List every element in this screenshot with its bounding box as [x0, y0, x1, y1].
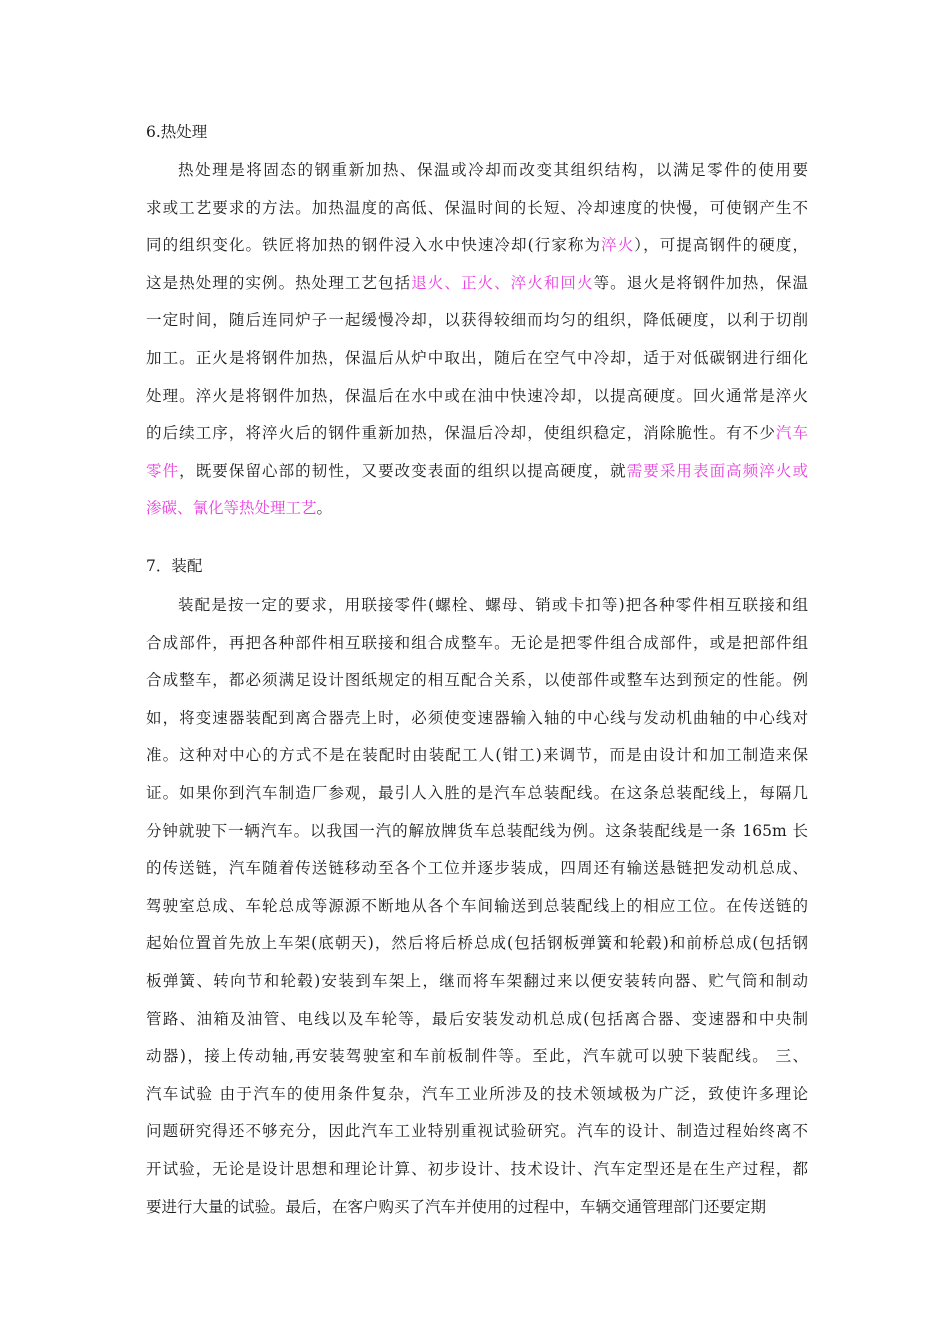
text-line — [146, 1120, 808, 1142]
text-line — [146, 707, 808, 729]
text-line — [146, 309, 808, 331]
text-run: 热处理是将固态的钢重新加热、保温或冷却而改变其组织结构，以满足零件的使用要 — [178, 161, 808, 179]
text-line — [146, 632, 808, 654]
text-line — [146, 460, 808, 482]
text-line — [146, 1008, 808, 1030]
text-line — [178, 159, 808, 181]
text-run: 动器)，接上传动轴,再安装驾驶室和车前板制件等。至此，汽车就可以驶下装配线。 三、 — [146, 1047, 808, 1066]
text-line — [146, 1045, 808, 1067]
text-line — [146, 497, 808, 519]
text-run: 同的组织变化。铁匠将加热的钢件浸入水中快速冷却(行家称为 — [146, 236, 602, 255]
text-run: 准。这种对中心的方式不是在装配时由装配工人(钳工)来调节，而是由设计和加工制造来保 — [146, 746, 808, 765]
highlighted-term: 渗碳、氰化等热处理工艺 — [146, 499, 317, 518]
text-run: ，既要保留心部的韧性，又要改变表面的组织以提高硬度，就 — [179, 461, 627, 480]
text-run: 装配是按一定的要求，用联接零件(螺栓、螺母、销或卡扣等)把各种零件相互联接和组 — [178, 596, 808, 614]
section-7-heading: 7．装配 — [146, 557, 203, 575]
text-line — [146, 197, 808, 219]
text-run: 起始位置首先放上车架(底朝天)，然后将后桥总成(包括钢板弹簧和轮毂)和前桥总成(包括钢 — [146, 934, 808, 953]
text-run: 求或工艺要求的方法。加热温度的高低、保温时间的长短、冷却速度的快慢，可使钢产生不 — [146, 198, 808, 217]
text-run: 合成整车，都必须满足设计图纸规定的相互配合关系，以使部件或整车达到预定的性能。例 — [146, 671, 808, 690]
text-run: 这是热处理的实例。热处理工艺包括 — [146, 273, 412, 292]
text-run: 合成部件，再把各种部件相互联接和组合成整车。无论是把零件组合成部件，或是把部件组 — [146, 633, 808, 652]
text-run: 分钟就驶下一辆汽车。以我国一汽的解放牌货车总装配线为例。这条装配线是一条 165m 长 — [146, 821, 808, 840]
text-line — [146, 782, 808, 804]
text-run: 汽车试验 由于汽车的使用条件复杂，汽车工业所涉及的技术领域极为广泛，致使许多理论 — [146, 1084, 808, 1103]
highlighted-term: 淬火 — [601, 236, 635, 255]
text-run: 如，将变速器装配到离合器壳上时，必须使变速器输入轴的中心线与发动机曲轴的中心线对 — [146, 708, 808, 727]
text-line — [146, 347, 808, 369]
section-6-heading: 6.热处理 — [146, 123, 208, 141]
text-line — [146, 272, 808, 294]
text-line — [146, 385, 808, 407]
text-line — [146, 970, 808, 992]
text-run: 驾驶室总成、车轮总成等源源不断地从各个车间输送到总装配线上的相应工位。在传送链的 — [146, 896, 808, 915]
text-run: 一定时间，随后连同炉子一起缓慢冷却，以获得较细而均匀的组织，降低硬度，以利于切削 — [146, 311, 808, 330]
text-line — [146, 1083, 808, 1105]
text-run: 板弹簧、转向节和轮毂)安装到车架上，继而将车架翻过来以便安装转向器、贮气筒和制动 — [146, 972, 808, 990]
text-line — [146, 1196, 808, 1218]
text-line — [178, 594, 808, 616]
highlighted-term: 零件 — [146, 461, 180, 480]
text-run: 等。退火是将钢件加热，保温 — [593, 273, 808, 292]
text-run: 加工。正火是将钢件加热，保温后从炉中取出，随后在空气中冷却，适于对低碳钢进行细化 — [146, 349, 808, 367]
text-run: 问题研究得还不够充分，因此汽车工业特别重视试验研究。汽车的设计、制造过程始终离不 — [146, 1122, 808, 1141]
text-run: 证。如果你到汽车制造厂参观，最引人入胜的是汽车总装配线。在这条总装配线上，每隔几 — [146, 784, 808, 802]
text-line — [146, 820, 808, 842]
text-run: 的传送链，汽车随着传送链移动至各个工位并逐步装成，四周还有输送悬链把发动机总成、 — [146, 859, 808, 878]
highlighted-term: 退火、正火、淬火和回火 — [411, 273, 594, 292]
text-run: 开试验，无论是设计思想和理论计算、初步设计、技术设计、汽车定型还是在生产过程，都 — [146, 1160, 808, 1178]
text-run: 要进行大量的试验。最后，在客户购买了汽车并使用的过程中，车辆交通管理部门还要定期 — [146, 1197, 767, 1216]
text-line — [146, 1158, 808, 1180]
text-line — [146, 932, 808, 954]
text-line — [146, 669, 808, 691]
text-run: ），可提高钢件的硬度， — [634, 236, 808, 255]
text-line — [146, 234, 808, 256]
text-run: 管路、油箱及油管、电线以及车轮等，最后安装发动机总成(包括离合器、变速器和中央制 — [146, 1009, 808, 1028]
text-run: 的后续工序，将淬火后的钢件重新加热，保温后冷却，使组织稳定，消除脆性。有不少 — [146, 424, 776, 443]
text-line — [146, 857, 808, 879]
text-run: 。 — [316, 499, 333, 518]
text-line — [146, 422, 808, 444]
text-line — [146, 744, 808, 766]
highlighted-term: 汽车 — [775, 424, 808, 443]
text-run: 处理。淬火是将钢件加热，保温后在水中或在油中快速冷却，以提高硬度。回火通常是淬火 — [146, 386, 808, 405]
text-line — [146, 895, 808, 917]
highlighted-term: 需要采用表面高频淬火或 — [626, 461, 808, 480]
